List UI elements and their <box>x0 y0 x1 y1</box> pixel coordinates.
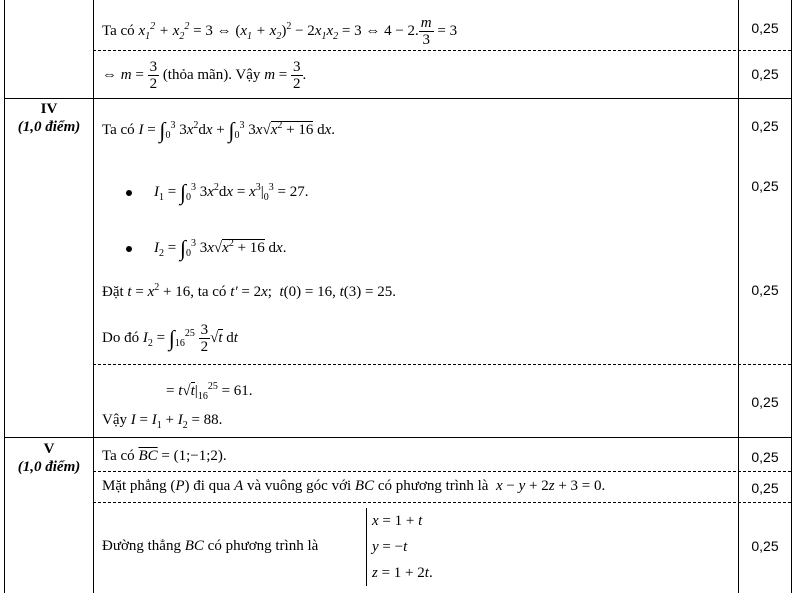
score-cell: 0,25 <box>751 538 779 554</box>
score-cell: 0,25 <box>751 480 779 496</box>
bullet-icon <box>126 246 132 252</box>
section-number: V <box>43 441 55 457</box>
score-cell: 0,25 <box>751 449 779 465</box>
section-label-v <box>4 440 94 476</box>
solution-line-v-1: Ta có $\overline{BC}$ = (1;−1;2). <box>102 448 227 464</box>
table-border-left <box>4 0 5 593</box>
table-border-right <box>791 0 792 593</box>
row-divider <box>93 502 791 503</box>
score-cell: 0,25 <box>751 66 779 82</box>
section-number: IV <box>40 101 58 117</box>
section-divider-iv <box>4 98 792 99</box>
solution-line-iv-1: Ta có $I = \int_0^3$ $3x^2dx + \int_0^3$ $3x√x^2 + 16$ dx. <box>102 117 335 143</box>
section-label-iv <box>4 100 94 136</box>
equation-x: x = 1 + t <box>372 513 423 529</box>
score-cell: 0,25 <box>751 20 779 36</box>
solution-line-1: Ta có $x_1^2 + x_2^2 = 3$ ⇔ $(x_1 + x_2)^2 - 2x_1x_2 = 3$ ⇔ 4 − 2. $\frac{m}{3}$ = 3 <box>102 15 458 49</box>
solution-line-iv-3: $I_2 = \int_0^3$ $3x√x^2 + 16$ dx. <box>126 222 286 276</box>
section-points: (1,0 điểm) <box>17 459 81 475</box>
solution-line-2: ⇔ m = $\frac{3}{2}$ (thỏa mãn). Vậy m = $\frac{3}{2}$ . <box>102 59 307 93</box>
solution-line-iv-7: Vậy $I = I_1 + I_2 = 88$. <box>102 412 223 431</box>
section-points: (1,0 điểm) <box>17 119 81 135</box>
score-cell: 0,25 <box>751 178 779 194</box>
score-cell: 0,25 <box>751 394 779 410</box>
score-cell: 0,25 <box>751 118 779 134</box>
section-divider-v <box>4 437 792 438</box>
score-cell: 0,25 <box>751 282 779 298</box>
row-divider <box>93 471 791 472</box>
line-equation-system <box>366 508 433 586</box>
solution-line-v-3: Đường thẳng BC có phương trình là <box>102 538 319 554</box>
solution-line-iv-4: Đặt $t = x^2 + 16$, ta có t′ = 2x; t(0) = 16, t(3) = 25. <box>102 282 396 300</box>
solution-line-iv-2: $I_1 = \int_0^3$ $3x^2dx = x^3|_0^3 = 27$. <box>126 166 308 220</box>
solution-line-iv-6: = $t√t|_{16}^{25} = 61$. <box>166 381 253 402</box>
bullet-icon <box>126 190 132 196</box>
equation-y: y = −t <box>372 539 408 555</box>
table-divider-section <box>93 0 94 593</box>
equation-z: z = 1 + 2t. <box>372 565 433 581</box>
solution-line-iv-5: Do đó $I_2 = \int_{16}^{25}$ $\frac{3}{2}$ √t dt <box>102 322 238 356</box>
solution-line-v-2: Mặt phẳng (P) đi qua A và vuông góc với BC có phương trình là x − y + 2z + 3 = 0. <box>102 478 606 494</box>
